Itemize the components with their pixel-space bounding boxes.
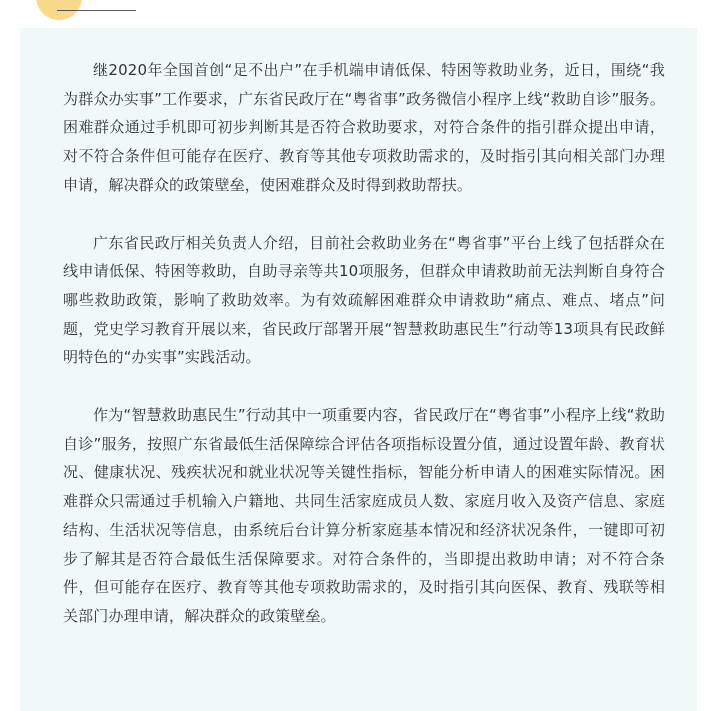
paragraph-1: 继2020年全国首创“足不出户”在手机端申请低保、特困等救助业务，近日，围绕“我为群众办实事”工作要求，广东省民政厅在“粤省事”政务微信小程序上线“救助自诊”服务。困难群众通过手机即可初步判断其是否符合救助要求，对符合条件的指引群众提出申请，对不符合条件但可能存在医疗、教育等其他专项救助需求的，及时指引其向相关部门办理申请，解决群众的政策壁垒，使困难群众及时得到救助帮扶。: [63, 61, 665, 194]
article-body: [20, 28, 697, 711]
decorative-divider-line: [57, 10, 136, 11]
paragraph-3: 作为“智慧救助惠民生”行动其中一项重要内容，省民政厅在“粤省事”小程序上线“救助自诊”服务，按照广东省最低生活保障综合评估各项指标设置分值，通过设置年龄、教育状况、健康状况、残疾状况和就业状况等关键性指标，智能分析申请人的困难实际情况。困难群众只需通过手机输入户籍地、共同生活家庭成员人数、家庭月收入及资产信息、家庭结构、生活状况等信息，由系统后台计算分析家庭基本情况和经济状况条件，一键即可初步了解其是否符合最低生活保障要求。对符合条件的，当即提出救助申请；对不符合条件，但可能存在医疗、教育等其他专项救助需求的，及时指引其向医保、教育、残联等相关部门办理申请，解决群众的政策壁垒。: [63, 406, 665, 625]
paragraph-2: 广东省民政厅相关负责人介绍，目前社会救助业务在“粤省事”平台上线了包括群众在线申请低保、特困等救助，自助寻亲等共10项服务，但群众申请救助前无法判断自身符合哪些救助政策，影响了救助效率。为有效疏解困难群众申请救助“痛点、难点、堵点”问题，党史学习教育开展以来，省民政厅部署开展“智慧救助惠民生”行动等13项具有民政鲜明特色的“办实事”实践活动。: [63, 233, 665, 367]
